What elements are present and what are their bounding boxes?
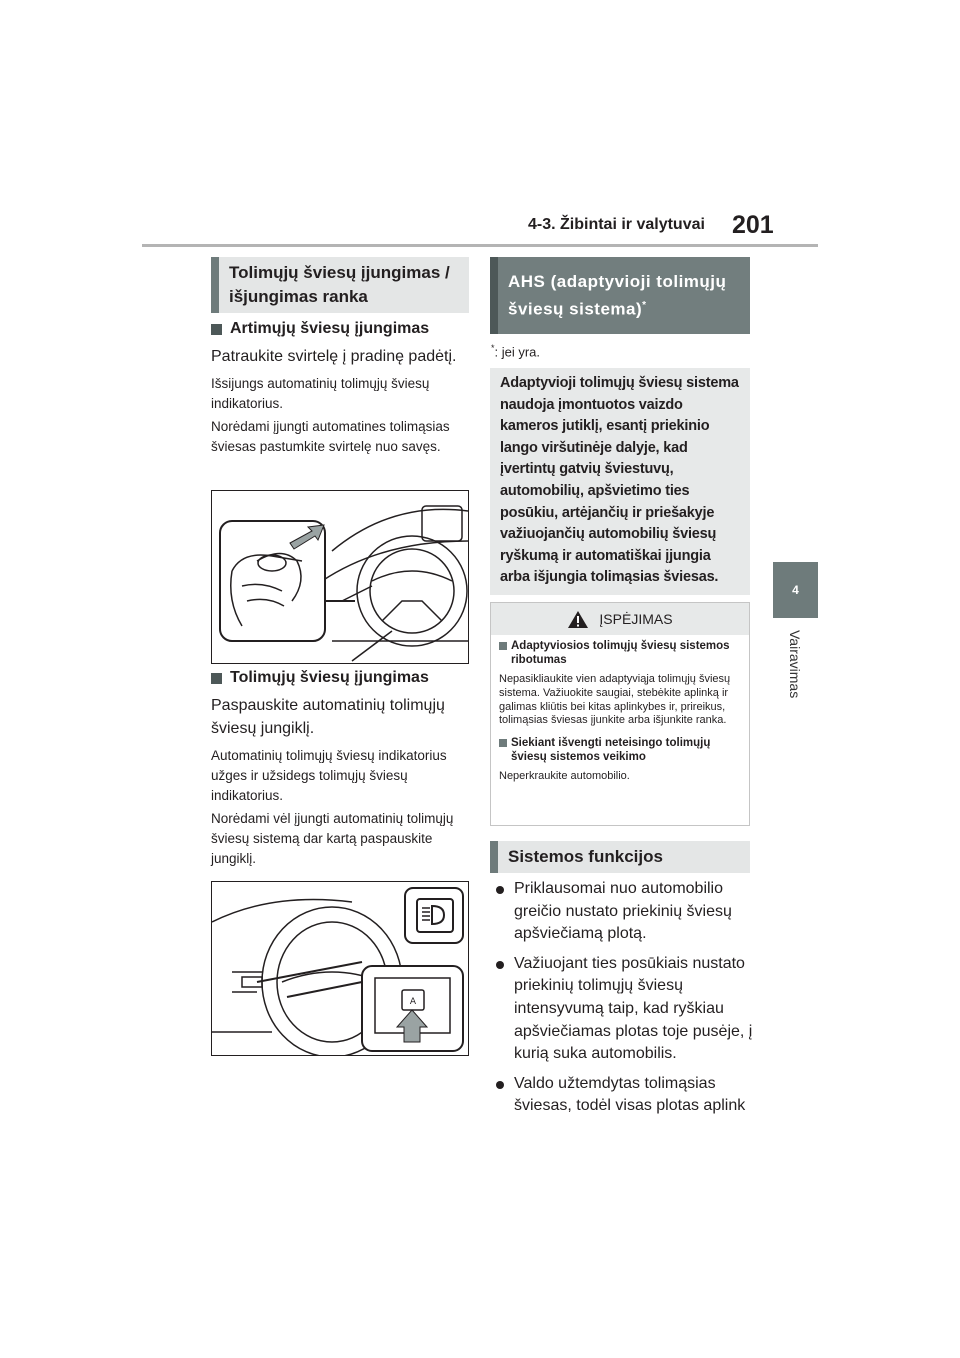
info-text: Adaptyvioji tolimųjų šviesų sistema naudoja įmontuotos vaizdo kameros jutiklį, esantį priekinio lango viršutinėje dalyje, kad įvertintų gatvių šviestuvų, automobilių, apšvietimo ties posūkiu, artėjančių ir priešakyje važiuojančių automobilių šviesų ryškumą ir automatiškai įjungia arba išjungia tolimąsias šviesas. — [500, 375, 739, 586]
subheading-high-beam — [211, 669, 429, 687]
square-bullet-icon — [499, 642, 507, 650]
warning-text: Neperkraukite automobilio. — [499, 770, 630, 783]
warning-header — [491, 603, 749, 635]
square-bullet-icon — [499, 739, 507, 747]
footnote-marker: * — [491, 343, 495, 353]
section-heading-text: Sistemos funkcijos — [508, 847, 663, 866]
info-box — [490, 368, 750, 595]
subheading-text: Tolimųjų šviesų įjungimas — [230, 669, 429, 686]
footnote — [491, 343, 540, 359]
warning-subheading — [499, 639, 741, 667]
footnote-text: : jei yra. — [494, 344, 541, 360]
note-text: Norėdami vėl įjungti automatinių tolimųjų šviesų sistemą dar kartą paspauskite jungiklį. — [211, 811, 454, 866]
footnote-marker: * — [642, 299, 647, 311]
section-heading-text: AHS (adaptyvioji tolimųjų šviesų sistema) — [508, 271, 727, 319]
page-number: 201 — [732, 211, 774, 239]
section-heading-functions — [490, 841, 750, 873]
running-header-title: 4-3. Žibintai ir valytuvai — [528, 216, 705, 233]
header-rule — [142, 244, 818, 247]
chapter-tab — [773, 562, 818, 618]
list-item — [494, 1073, 754, 1118]
warning-box — [490, 602, 750, 826]
warning-text: Nepasikliaukite vien adaptyviąja tolimųjų šviesų sistema. Važiuokite saugiai, stebėkite aplinką ir galimas kliūtis bei kitas aplinkybes ir, prireikus, tolimąsias šviesas įjunkite arba išjunkite ranka. — [499, 673, 731, 727]
chapter-number: 4 — [792, 583, 799, 597]
warning-triangle-icon — [567, 610, 589, 629]
lever-illustration — [211, 490, 469, 664]
note-text: Norėdami įjungti automatines tolimąsias šviesas pastumkite svirtelę nuo savęs. — [211, 419, 450, 454]
switch-illustration — [211, 881, 469, 1056]
section-heading-text: Tolimųjų šviesų įjungimas / išjungimas ranka — [229, 263, 450, 306]
list-item-text: Valdo užtemdytas tolimąsias šviesas, todėl visas plotas aplink — [514, 1074, 746, 1115]
subheading-text: Artimųjų šviesų įjungimas — [230, 320, 430, 337]
warning-subheading-text: Siekiant išvengti neteisingo tolimųjų šviesų sistemos veikimo — [511, 737, 711, 764]
bullet-dot-icon — [496, 1081, 504, 1089]
list-item — [494, 953, 754, 1066]
bullet-dot-icon — [496, 886, 504, 894]
svg-text:A: A — [409, 997, 417, 1007]
function-list — [494, 878, 754, 1125]
warning-subheading-text: Adaptyviosios tolimųjų šviesų sistemos ribotumas — [511, 640, 730, 666]
bullet-dot-icon — [496, 961, 504, 969]
note-text: Automatinių tolimųjų šviesų indikatorius užges ir užsidegs tolimųjų šviesų indikatorius. — [211, 748, 447, 803]
square-bullet-icon — [211, 673, 222, 684]
note-text: Išsijungs automatinių tolimųjų šviesų indikatorius. — [211, 376, 430, 411]
warning-title: ĮSPĖJIMAS — [599, 611, 673, 627]
list-item-text: Važiuojant ties posūkiais nustato priekinių tolimųjų šviesų intensyvumą taip, kad ryškiau apšviečiamas plotas toje pusėje, į kurią suka automobilis. — [514, 954, 753, 1063]
instruction-text: Paspauskite automatinių tolimųjų šviesų jungiklį. — [211, 697, 445, 737]
instruction-text: Patraukite svirtelę į pradinę padėtį. — [211, 348, 457, 365]
list-item-text: Priklausomai nuo automobilio greičio nustato priekinių šviesų apšviečiamą plotą. — [514, 880, 732, 943]
subheading-low-beam — [211, 320, 429, 338]
section-heading-ahs — [490, 257, 750, 334]
warning-subheading — [499, 736, 741, 764]
section-heading-manual-high-beam — [211, 257, 469, 313]
square-bullet-icon — [211, 324, 222, 335]
list-item — [494, 878, 754, 946]
chapter-label: Vairavimas — [787, 630, 803, 699]
